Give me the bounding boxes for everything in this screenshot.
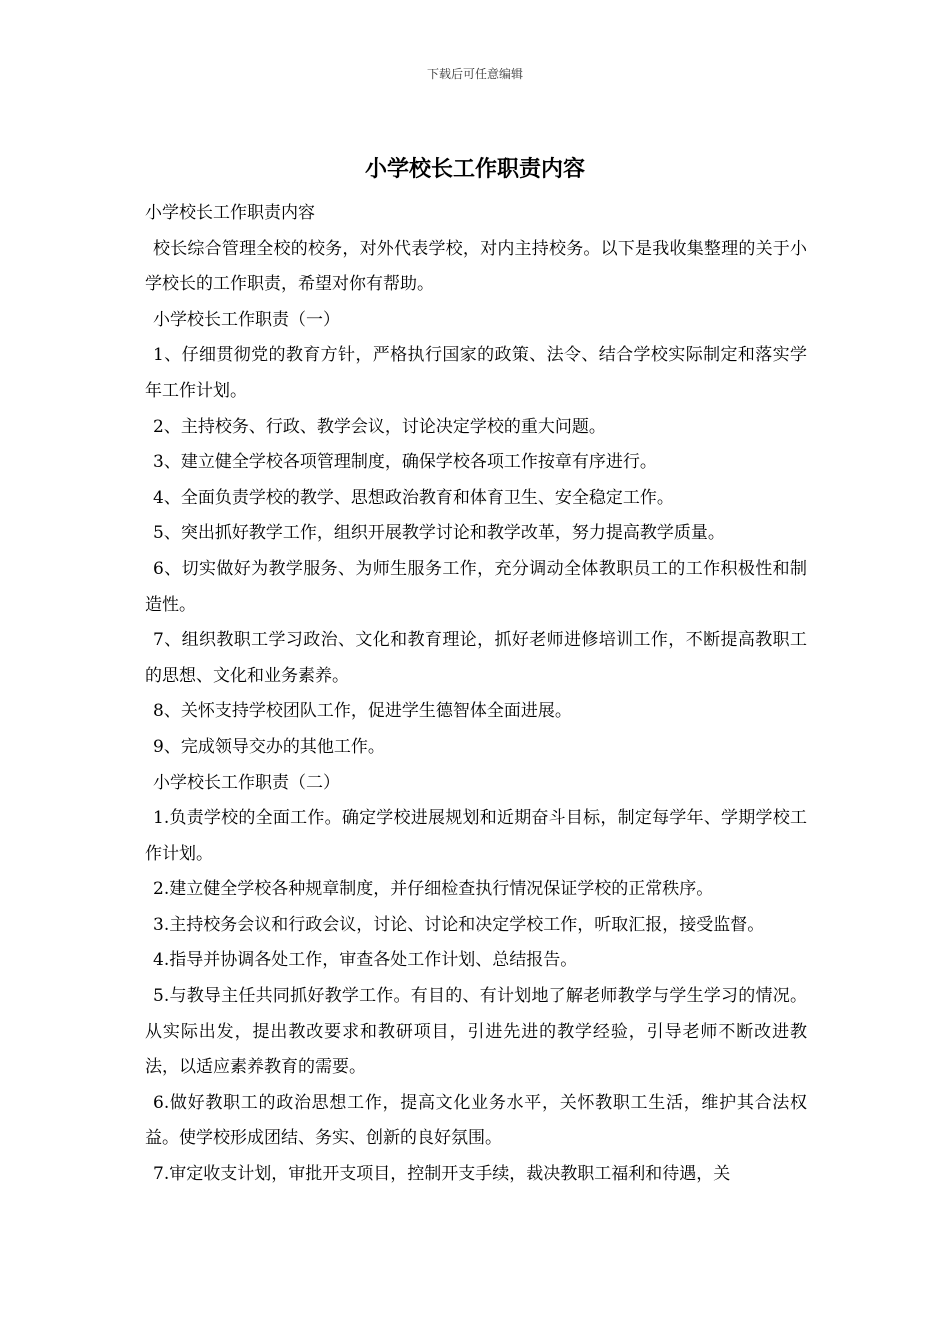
paragraph: 7.审定收支计划，审批开支项目，控制开支手续，裁决教职工福利和待遇，关 bbox=[153, 1164, 731, 1185]
paragraph: 小学校长工作职责（一） bbox=[153, 309, 340, 330]
document-body bbox=[145, 196, 807, 1193]
paragraph: 小学校长工作职责内容 bbox=[145, 203, 315, 223]
paragraph: 4、全面负责学校的教学、思想政治教育和体育卫生、安全稳定工作。 bbox=[153, 487, 674, 508]
paragraph: 3、建立健全学校各项管理制度，确保学校各项工作按章有序进行。 bbox=[153, 452, 657, 473]
paragraph: 5、突出抓好教学工作，组织开展教学讨论和教学改革，努力提高教学质量。 bbox=[153, 523, 725, 544]
paragraph: 2.建立健全学校各种规章制度，并仔细检查执行情况保证学校的正常秩序。 bbox=[153, 879, 714, 900]
page-header-note: 下载后可任意编辑 bbox=[426, 67, 523, 81]
paragraph: 1.负责学校的全面工作。确定学校进展规划和近期奋斗目标，制定每学年、学期学校工作计划。 bbox=[145, 808, 807, 864]
paragraph: 6、切实做好为教学服务、为师生服务工作，充分调动全体教职员工的工作积极性和制造性。 bbox=[145, 558, 807, 615]
paragraph: 2、主持校务、行政、教学会议，讨论决定学校的重大问题。 bbox=[153, 416, 606, 437]
paragraph: 6.做好教职工的政治思想工作，提高文化业务水平，关怀教职工生活，维护其合法权益。使学校形成团结、务实、创新的良好氛围。 bbox=[145, 1092, 807, 1149]
paragraph: 5.与教导主任共同抓好教学工作。有目的、有计划地了解老师教学与学生学习的情况。从实际出发，提出教改要求和教研项目，引进先进的教学经验，引导老师不断改进教法，以适应素养教育的需要。 bbox=[145, 986, 807, 1078]
paragraph: 7、组织教职工学习政治、文化和教育理论，抓好老师进修培训工作，不断提高教职工的思想、文化和业务素养。 bbox=[145, 630, 807, 686]
document-title: 小学校长工作职责内容 bbox=[364, 156, 585, 182]
paragraph: 小学校长工作职责（二） bbox=[153, 772, 340, 793]
paragraph: 3.主持校务会议和行政会议，讨论、讨论和决定学校工作，听取汇报，接受监督。 bbox=[153, 914, 765, 935]
paragraph: 校长综合管理全校的校务，对外代表学校，对内主持校务。以下是我收集整理的关于小学校长的工作职责，希望对你有帮助。 bbox=[145, 238, 807, 295]
paragraph: 1、仔细贯彻党的教育方针，严格执行国家的政策、法令、结合学校实际制定和落实学年工作计划。 bbox=[145, 345, 807, 401]
paragraph: 9、完成领导交办的其他工作。 bbox=[153, 736, 385, 757]
paragraph: 8、关怀支持学校团队工作，促进学生德智体全面进展。 bbox=[153, 701, 572, 722]
paragraph: 4.指导并协调各处工作，审查各处工作计划、总结报告。 bbox=[153, 950, 578, 971]
